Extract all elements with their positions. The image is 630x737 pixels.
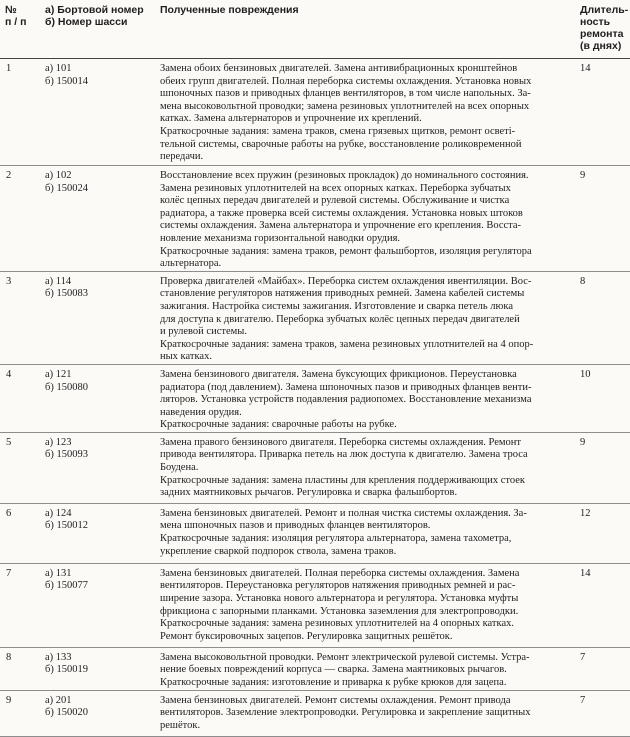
row-ids: [40, 166, 155, 272]
task-line: Краткосрочные задания: изоляция регулятора альтернатора, замена тахометра,: [160, 533, 512, 545]
task-line: передачи.: [160, 151, 204, 163]
board-number: а) 131: [45, 567, 72, 579]
short-term-tasks: [160, 475, 572, 500]
task-line: Краткосрочные задания: замена резиновых уплотнителей на 4 опорных катках.: [160, 618, 514, 630]
damage-line: шпоночных пазов и приводных фланцев вентиляторов, в том числе напольных. За-: [160, 88, 531, 100]
table-row: [0, 690, 630, 736]
damage-line: Проверка двигателей «Майбах». Переборка систем охлаждения ивентиляции. Вос-: [160, 275, 532, 287]
row-ids: [40, 690, 155, 736]
task-line: Ремонт буксировочных зацепов. Регулировка защитных решёток.: [160, 630, 453, 642]
damage-line: Замена бензиновых двигателей. Полная переборка системы охлаждения. Замена: [160, 567, 520, 579]
short-term-tasks: [160, 419, 572, 432]
table-row: [0, 563, 630, 647]
task-line: задних маятниковых рычагов. Регулировка и сварка фальшбортов.: [160, 487, 458, 499]
damage-line: Боудена.: [160, 462, 199, 474]
repair-duration: 14: [575, 563, 630, 647]
table-row: [0, 271, 630, 364]
table-row: [0, 59, 630, 166]
damage-line: Замена высоковольтной проводки. Ремонт электрической рулевой системы. Устра-: [160, 651, 530, 663]
row-number: 9: [0, 690, 40, 736]
task-line: укрепление сваркой подпорок ствола, замена траков.: [160, 545, 397, 557]
damage-line: обеих групп двигателей. Полная переборка системы охлаждения. Установка новых: [160, 75, 532, 87]
damage-line: вентиляторов. Заземление электропроводки. Регулировка и закрепление защитных: [160, 707, 531, 719]
damage-description: [155, 166, 575, 272]
damage-line: Замена резиновых уплотнителей на всех опорных катках. Переборка зубчатых: [160, 182, 511, 194]
table-row: [0, 503, 630, 563]
damage-line: нение боевых повреждений корпуса — сварка. Замена маятниковых рычагов.: [160, 664, 507, 676]
damage-line: и рулевой системы.: [160, 326, 247, 338]
row-number: 1: [0, 59, 40, 166]
chassis-number: б) 150019: [45, 664, 88, 676]
damage-description: [155, 271, 575, 364]
table-row: [0, 364, 630, 432]
task-line: Краткосрочные задания: замена пластины для крепления поддерживающих стоек: [160, 474, 526, 486]
damage-line: мена высоковольтной проводки; замена резиновых уплотнителей на всех опорных: [160, 100, 530, 112]
damage-description: [155, 432, 575, 503]
short-term-tasks: [160, 677, 572, 690]
task-line: Краткосрочные задания: замена траков, ремонт фальшбортов, изоляция регулятора: [160, 245, 532, 257]
row-number: 8: [0, 647, 40, 690]
chassis-number: б) 150024: [45, 182, 88, 194]
repair-duration: 7: [575, 690, 630, 736]
row-number: 5: [0, 432, 40, 503]
short-term-tasks: [160, 618, 572, 643]
table-header: [0, 0, 630, 59]
damage-line: радиатора, а также проверка всей системы охлаждения. Установка новых штоков: [160, 207, 523, 219]
damage-line: Замена обоих бензиновых двигателей. Замена антивибрационных кронштейнов: [160, 63, 518, 74]
row-number: 2: [0, 166, 40, 272]
row-ids: [40, 59, 155, 166]
row-ids: [40, 364, 155, 432]
damage-line: для доступа к двигателю. Переборка зубчатых колёс цепных передач двигателей: [160, 313, 520, 325]
row-ids: [40, 503, 155, 563]
header-damage: Полученные повреждения: [155, 0, 575, 59]
damage-description: [155, 503, 575, 563]
damage-line: наведения орудия.: [160, 406, 242, 418]
damage-line: фрикциона с запорными планками. Установка заземления для электропроводки.: [160, 605, 519, 617]
damage-line: Замена бензиновых двигателей. Ремонт и полная чистка системы охлаждения. За-: [160, 507, 527, 519]
header-num: № п / п: [0, 0, 40, 59]
row-ids: [40, 563, 155, 647]
chassis-number: б) 150093: [45, 449, 88, 461]
damage-line: вентиляторов. Переустановка регуляторов натяжения приводных ремней и рас-: [160, 580, 516, 592]
board-number: а) 121: [45, 368, 72, 380]
repair-duration: 7: [575, 647, 630, 690]
damage-description: [155, 690, 575, 736]
board-number: а) 133: [45, 651, 72, 663]
table-body: [0, 59, 630, 737]
damage-line: колёс цепных передач двигателей и рулевой системы. Обслуживание и чистка: [160, 195, 510, 207]
repair-duration: 9: [575, 432, 630, 503]
row-number: 4: [0, 364, 40, 432]
damage-line: Замена бензиновых двигателей. Ремонт системы охлаждения. Ремонт привода: [160, 694, 511, 706]
damage-line: Замена правого бензинового двигателя. Переборка системы охлаждения. Ремонт: [160, 436, 521, 448]
task-line: Краткосрочные задания: сварочные работы на рубке.: [160, 419, 397, 431]
repair-duration: 10: [575, 364, 630, 432]
table-row: [0, 647, 630, 690]
board-number: а) 123: [45, 436, 72, 448]
damage-line: ширение зазора. Установка нового альтернатора и регулятора. Установка муфты: [160, 593, 519, 605]
damage-line: мена шпоночных пазов и приводных фланцев вентиляторов.: [160, 520, 431, 532]
row-ids: [40, 647, 155, 690]
row-number: 6: [0, 503, 40, 563]
damage-line: системы охлаждения. Замена альтернатора и упрочнение его крепления. Восста-: [160, 220, 522, 232]
task-line: Краткосрочные задания: изготовление и приварка к рубке крюков для зацепа.: [160, 677, 507, 689]
short-term-tasks: [160, 126, 572, 164]
row-number: 7: [0, 563, 40, 647]
damage-description: [155, 647, 575, 690]
damage-line: Восстановление всех пружин (резиновых прокладок) до номинального состояния.: [160, 170, 529, 181]
damage-line: решёток.: [160, 720, 201, 732]
chassis-number: б) 150080: [45, 381, 88, 393]
damage-line: зажигания. Настройка системы зажигания. Изготовление и сварка петель люка: [160, 300, 513, 312]
task-line: Краткосрочные задания: замена траков, смена грязевых щитков, ремонт осветі-: [160, 125, 516, 137]
repair-duration: 12: [575, 503, 630, 563]
task-line: альтернатора.: [160, 258, 222, 270]
row-number: 3: [0, 271, 40, 364]
repair-duration: 14: [575, 59, 630, 166]
header-ids: а) Бортовой номер б) Номер шасси: [40, 0, 155, 59]
damage-line: Замена бензинового двигателя. Замена буксующих фрикционов. Переустановка: [160, 368, 517, 380]
board-number: а) 201: [45, 694, 72, 706]
damage-line: привода вентилятора. Приварка петель на люк доступа к двигателю. Замена троса: [160, 449, 528, 461]
damage-description: [155, 563, 575, 647]
chassis-number: б) 150083: [45, 288, 88, 300]
row-ids: [40, 432, 155, 503]
chassis-number: б) 150014: [45, 75, 88, 87]
header-duration: Длитель- ность ремонта (в днях): [575, 0, 630, 59]
damage-description: [155, 364, 575, 432]
task-line: Краткосрочные задания: замена траков, замена резиновых уплотнителей на 4 опор-: [160, 338, 534, 350]
task-line: ных катках.: [160, 351, 212, 363]
table-row: [0, 166, 630, 272]
board-number: а) 102: [45, 170, 72, 181]
damage-line: ляторов. Установка устройств подавления радиопомех. Восстановление механизма: [160, 394, 532, 406]
chassis-number: б) 150077: [45, 580, 88, 592]
chassis-number: б) 150012: [45, 520, 88, 532]
short-term-tasks: [160, 533, 572, 558]
damage-line: новление механизма горизонтальной наводки орудия.: [160, 232, 401, 244]
repair-duration: 8: [575, 271, 630, 364]
repair-duration: 9: [575, 166, 630, 272]
damage-line: становление регуляторов натяжения приводных ремней. Замена кабелей системы: [160, 288, 525, 300]
short-term-tasks: [160, 246, 572, 271]
board-number: а) 114: [45, 275, 72, 287]
damage-description: [155, 59, 575, 166]
chassis-number: б) 150020: [45, 707, 88, 719]
row-ids: [40, 271, 155, 364]
board-number: а) 101: [45, 63, 72, 74]
damage-line: катках. Замена альтернаторов и упрочнение их креплений.: [160, 113, 422, 125]
board-number: а) 124: [45, 507, 72, 519]
short-term-tasks: [160, 339, 572, 364]
damage-line: радиатора (под давлением). Замена шпоночных пазов и приводных фланцев венти-: [160, 381, 532, 393]
task-line: тельной системы, сварочные работы на рубке, восстановление роликовременной: [160, 138, 522, 150]
header-row: [0, 0, 630, 59]
table-row: [0, 432, 630, 503]
